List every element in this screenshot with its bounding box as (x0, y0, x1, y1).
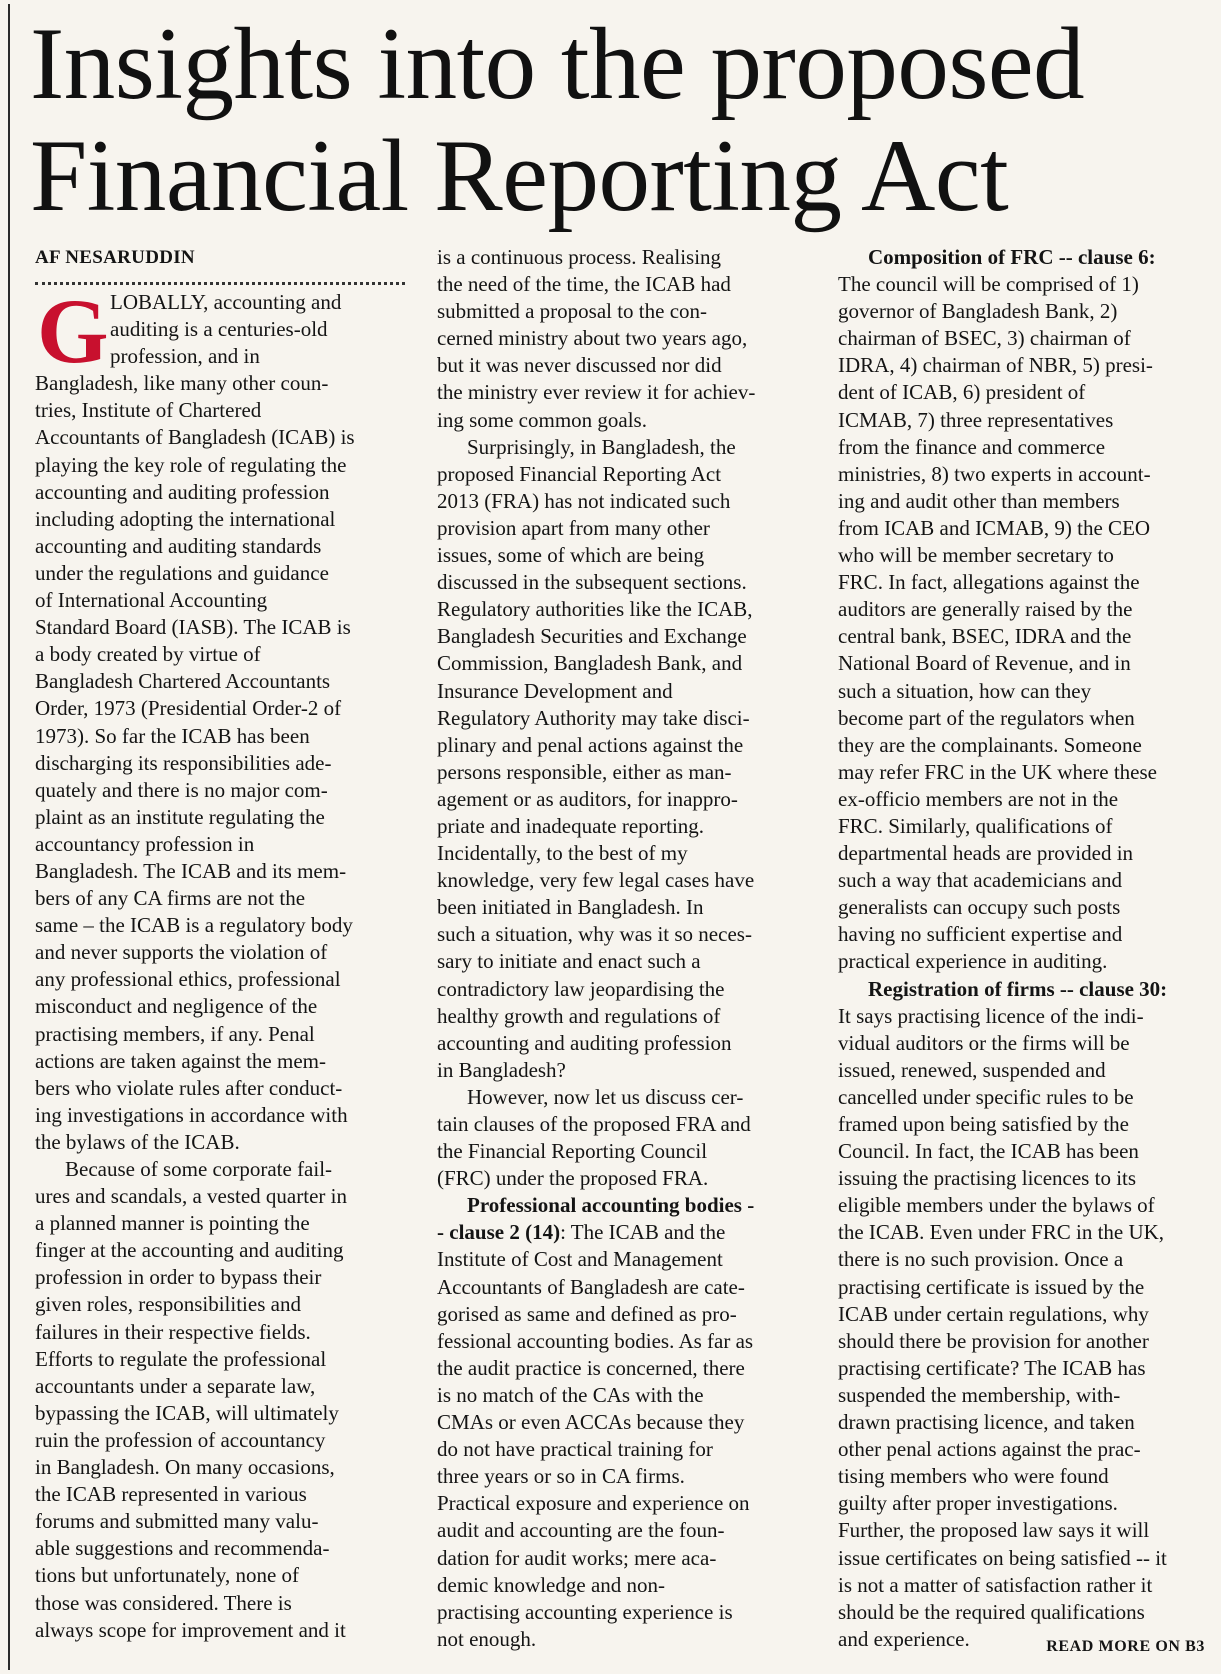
text-line: accounting and auditing profession (437, 1030, 732, 1055)
text-line: the ICAB represented in various (35, 1482, 307, 1507)
text-line: 1973). So far the ICAB has been (35, 723, 310, 748)
text-line: It says practising licence of the indi- (838, 1003, 1144, 1028)
text-line: 2013 (FRA) has not indicated such (437, 488, 731, 513)
text-line: been initiated in Bangladesh. In (437, 895, 704, 920)
text-line: any professional ethics, professional (35, 967, 341, 992)
text-line: ministries, 8) two experts in account- (838, 461, 1151, 486)
text-line: gorised as same and defined as pro- (437, 1301, 737, 1326)
col2-paragraph-3 (437, 1084, 817, 1192)
text-line: discharging its responsibilities ade- (35, 750, 332, 775)
text-line: is no match of the CAs with the (437, 1382, 704, 1407)
text-line: ures and scandals, a vested quarter in (35, 1184, 347, 1209)
text-line: suspended the membership, with- (838, 1382, 1121, 1407)
text-line: issuing the practising licences to its (838, 1166, 1137, 1191)
text-line: departmental heads are provided in (838, 841, 1134, 866)
text-line: accountants under a separate law, (35, 1373, 316, 1398)
text-line: of International Accounting (35, 588, 268, 613)
column-1 (35, 244, 410, 1644)
text-line: Accountants of Bangladesh (ICAB) is (35, 425, 355, 450)
text-line: healthy growth and regulations of (437, 1003, 721, 1028)
text-line: playing the key role of regulating the (35, 452, 347, 477)
text-line: Insurance Development and (437, 678, 673, 703)
text-line: ing some common goals. (437, 407, 647, 432)
text-line: Council. In fact, the ICAB has been (838, 1139, 1139, 1164)
text-line: audit and accounting are the foun- (437, 1518, 725, 1543)
text-line: practising certificate is issued by the (838, 1274, 1145, 1299)
text-line: auditing is a centuries-old (110, 317, 328, 342)
text-line: such a situation, why was it so neces- (437, 922, 752, 947)
text-line: CMAs or even ACCAs because they (437, 1410, 745, 1435)
text-line: persons responsible, either as man- (437, 759, 732, 784)
text-line: but it was never discussed nor did (437, 353, 722, 378)
text-line: Practical exposure and experience on (437, 1491, 750, 1516)
text-line: Bangladesh, like many other coun- (35, 371, 329, 396)
text-line: profession, and in (110, 344, 260, 369)
col1-paragraph-1 (35, 370, 410, 1156)
text-line: accounting and auditing standards (35, 533, 322, 558)
text-line: Bangladesh Chartered Accountants (35, 669, 331, 694)
text-line: Order, 1973 (Presidential Order-2 of (35, 696, 342, 721)
section-heading-registration: Registration of firms -- clause 30: (868, 976, 1168, 1001)
text-line: drawn practising licence, and taken (838, 1410, 1135, 1435)
text-line: plaint as an institute regulating the (35, 804, 325, 829)
text-line: there is no such provision. Once a (838, 1247, 1124, 1272)
text-line: tain clauses of the proposed FRA and (437, 1112, 751, 1136)
text-line: from the finance and commerce (838, 434, 1106, 459)
text-line: issued, renewed, suspended and (838, 1057, 1106, 1082)
text-line: such a way that academicians and (838, 868, 1122, 893)
text-line: profession in order to bypass their (35, 1265, 322, 1290)
text-line: should be the required qualifications (838, 1599, 1145, 1624)
text-line: ing and audit other than members (838, 488, 1120, 513)
text-line: may refer FRC in the UK where these (838, 759, 1157, 784)
headline-line-1: Insights into the proposed (30, 7, 1085, 121)
text-line: bers of any CA firms are not the (35, 886, 306, 911)
text-line: same – the ICAB is a regulatory body (35, 913, 353, 938)
text-line: in Bangladesh. On many occasions, (35, 1455, 335, 1480)
text-line: the ICAB. Even under FRC in the UK, (838, 1220, 1165, 1245)
text-line: a planned manner is pointing the (35, 1211, 310, 1236)
text-line: Bangladesh. The ICAB and its mem- (35, 858, 347, 883)
text-line: discussed in the subsequent sections. (437, 570, 747, 595)
section-heading-clause-2: - clause 2 (14): The ICAB and the (437, 1220, 726, 1245)
text-line: Accountants of Bangladesh are cate- (437, 1274, 745, 1299)
text-line: Institute of Cost and Management (437, 1247, 723, 1272)
text-line: the ministry ever review it for achiev- (437, 380, 756, 405)
text-line: quately and there is no major com- (35, 777, 328, 802)
text-line: IDRA, 4) chairman of NBR, 5) presi- (838, 353, 1153, 378)
text-line: generalists can occupy such posts (838, 895, 1121, 920)
text-line: always scope for improvement and it (35, 1617, 346, 1642)
text-line: Bangladesh Securities and Exchange (437, 624, 747, 649)
text-line: should there be provision for another (838, 1328, 1149, 1353)
read-more-link[interactable]: READ MORE ON B3 (1046, 1638, 1205, 1655)
text-line: and never supports the violation of (35, 940, 328, 965)
text-line: actions are taken against the mem- (35, 1048, 326, 1073)
text-line: Standard Board (IASB). The ICAB is (35, 615, 351, 640)
text-line: do not have practical training for (437, 1437, 713, 1462)
text-line: central bank, BSEC, IDRA and the (838, 624, 1132, 649)
text-line: tions but unfortunately, none of (35, 1563, 300, 1588)
text-line: sary to initiate and enact such a (437, 949, 701, 974)
text-line: contradictory law jeopardising the (437, 976, 725, 1001)
text-line: eligible members under the bylaws of (838, 1193, 1155, 1218)
text-line: dent of ICAB, 6) president of (838, 380, 1086, 405)
text-line: chairman of BSEC, 3) chairman of (838, 326, 1131, 351)
headline (30, 8, 1210, 232)
text-line: a body created by virtue of (35, 642, 261, 667)
text-line: Incidentally, to the best of my (437, 841, 688, 866)
text-line: ex-officio members are not in the (838, 786, 1119, 811)
text-line: bypassing the ICAB, will ultimately (35, 1400, 339, 1425)
text-line: those was considered. There is (35, 1590, 292, 1615)
text-line: such a situation, how can they (838, 678, 1092, 703)
col1-paragraph-2 (35, 1156, 410, 1644)
text-line: tising members who were found (838, 1464, 1109, 1489)
text-line: tries, Institute of Chartered (35, 398, 262, 423)
text-line: The council will be comprised of 1) (838, 272, 1139, 297)
text-line: Further, the proposed law says it will (838, 1518, 1150, 1543)
dropcap-block (35, 280, 410, 382)
text-line: plinary and penal actions against the (437, 732, 744, 757)
text-line: practising members, if any. Penal (35, 1021, 315, 1046)
text-line: cancelled under specific rules to be (838, 1084, 1134, 1109)
text-line: ICMAB, 7) three representatives (838, 407, 1114, 432)
text-line: National Board of Revenue, and in (838, 651, 1131, 676)
text-line: LOBALLY, accounting and (110, 290, 342, 314)
col2-paragraph-2 (437, 434, 817, 1084)
text-line: accountancy profession in (35, 831, 255, 856)
text-line: in Bangladesh? (437, 1057, 566, 1082)
text-line: provision apart from many other (437, 515, 710, 540)
text-line: the audit practice is concerned, there (437, 1355, 745, 1380)
text-line: Regulatory authorities like the ICAB, (437, 597, 753, 622)
text-line: three years or so in CA firms. (437, 1464, 685, 1489)
text-line: fessional accounting bodies. As far as (437, 1328, 754, 1353)
col2-paragraph-4 (437, 1246, 817, 1652)
text-line: misconduct and negligence of the (35, 994, 318, 1019)
text-line: FRC. In fact, allegations against the (838, 570, 1140, 595)
text-line: under the regulations and guidance (35, 560, 329, 585)
text-line: finger at the accounting and auditing (35, 1238, 344, 1263)
text-line: forums and submitted many valu- (35, 1509, 319, 1534)
text-line: failures in their respective fields. (35, 1319, 311, 1344)
column-3 (838, 244, 1218, 1653)
column-2 (437, 244, 817, 1653)
text-line: Surprisingly, in Bangladesh, the (467, 434, 736, 459)
headline-line-2: Financial Reporting Act (30, 119, 1009, 233)
text-line: from ICAB and ICMAB, 9) the CEO (838, 515, 1151, 540)
left-column-rule (8, 4, 10, 1670)
text-line: governor of Bangladesh Bank, 2) (838, 299, 1118, 324)
text-line: auditors are generally raised by the (838, 597, 1133, 622)
text-line: ruin the profession of accountancy (35, 1427, 326, 1452)
text-line: submitted a proposal to the con- (437, 299, 708, 324)
text-line: practising accounting experience is (437, 1599, 733, 1624)
text-line: issues, some of which are being (437, 543, 705, 568)
text-line: proposed Financial Reporting Act (437, 461, 722, 486)
col3-paragraph-2 (838, 1003, 1218, 1653)
text-line: demic knowledge and non- (437, 1572, 666, 1597)
text-line: Efforts to regulate the professional (35, 1346, 327, 1371)
text-line: knowledge, very few legal cases have (437, 868, 755, 893)
text-line: is a continuous process. Realising (437, 245, 722, 269)
text-line: who will be member secretary to (838, 543, 1114, 568)
col2-paragraph-1 (437, 244, 817, 434)
text-line: issue certificates on being satisfied -- it (838, 1545, 1167, 1570)
text-line: able suggestions and recommenda- (35, 1536, 330, 1561)
text-line: Because of some corporate fail- (65, 1157, 333, 1181)
text-line: other penal actions against the prac- (838, 1437, 1141, 1462)
text-line: practical experience in auditing. (838, 949, 1108, 974)
text-line: the need of the time, the ICAB had (437, 272, 731, 297)
text-line: accounting and auditing profession (35, 479, 330, 504)
text-line: is not a matter of satisfaction rather it (838, 1572, 1153, 1597)
text-line: vidual auditors or the firms will be (838, 1030, 1130, 1055)
text-line: priate and inadequate reporting. (437, 813, 705, 838)
text-line: they are the complainants. Someone (838, 732, 1142, 757)
text-line: ICAB under certain regulations, why (838, 1301, 1149, 1326)
text-line: and experience. (838, 1626, 970, 1651)
text-line: the bylaws of the ICAB. (35, 1129, 240, 1154)
col3-paragraph-1 (838, 271, 1218, 975)
text-line: given roles, responsibilities and (35, 1292, 301, 1317)
text-line: bers who violate rules after conduct- (35, 1075, 343, 1100)
text-line: dation for audit works; mere aca- (437, 1545, 717, 1570)
text-line: Regulatory Authority may take disci- (437, 705, 750, 730)
text-line: framed upon being satisfied by the (838, 1112, 1130, 1136)
text-line: guilty after proper investigations. (838, 1491, 1118, 1516)
text-line: However, now let us discuss cer- (467, 1084, 744, 1109)
dropcap-letter: G (37, 280, 109, 382)
text-line: ing investigations in accordance with (35, 1102, 348, 1127)
text-line: having no sufficient expertise and (838, 922, 1123, 947)
text-line: not enough. (437, 1626, 537, 1651)
byline: AF NESARUDDIN (35, 247, 195, 268)
text-line: cerned ministry about two years ago, (437, 326, 748, 351)
text-line: practising certificate? The ICAB has (838, 1355, 1146, 1380)
text-line: FRC. Similarly, qualifications of (838, 813, 1113, 838)
section-heading-professional-bodies: Professional accounting bodies - (467, 1193, 755, 1218)
text-line: including adopting the international (35, 506, 336, 531)
text-line: (FRC) under the proposed FRA. (437, 1166, 709, 1191)
text-line: the Financial Reporting Council (437, 1139, 708, 1164)
section-heading-composition: Composition of FRC -- clause 6: (868, 245, 1156, 269)
text-line: Commission, Bangladesh Bank, and (437, 651, 743, 676)
text-line: agement or as auditors, for inappro- (437, 786, 738, 811)
text-line: become part of the regulators when (838, 705, 1135, 730)
